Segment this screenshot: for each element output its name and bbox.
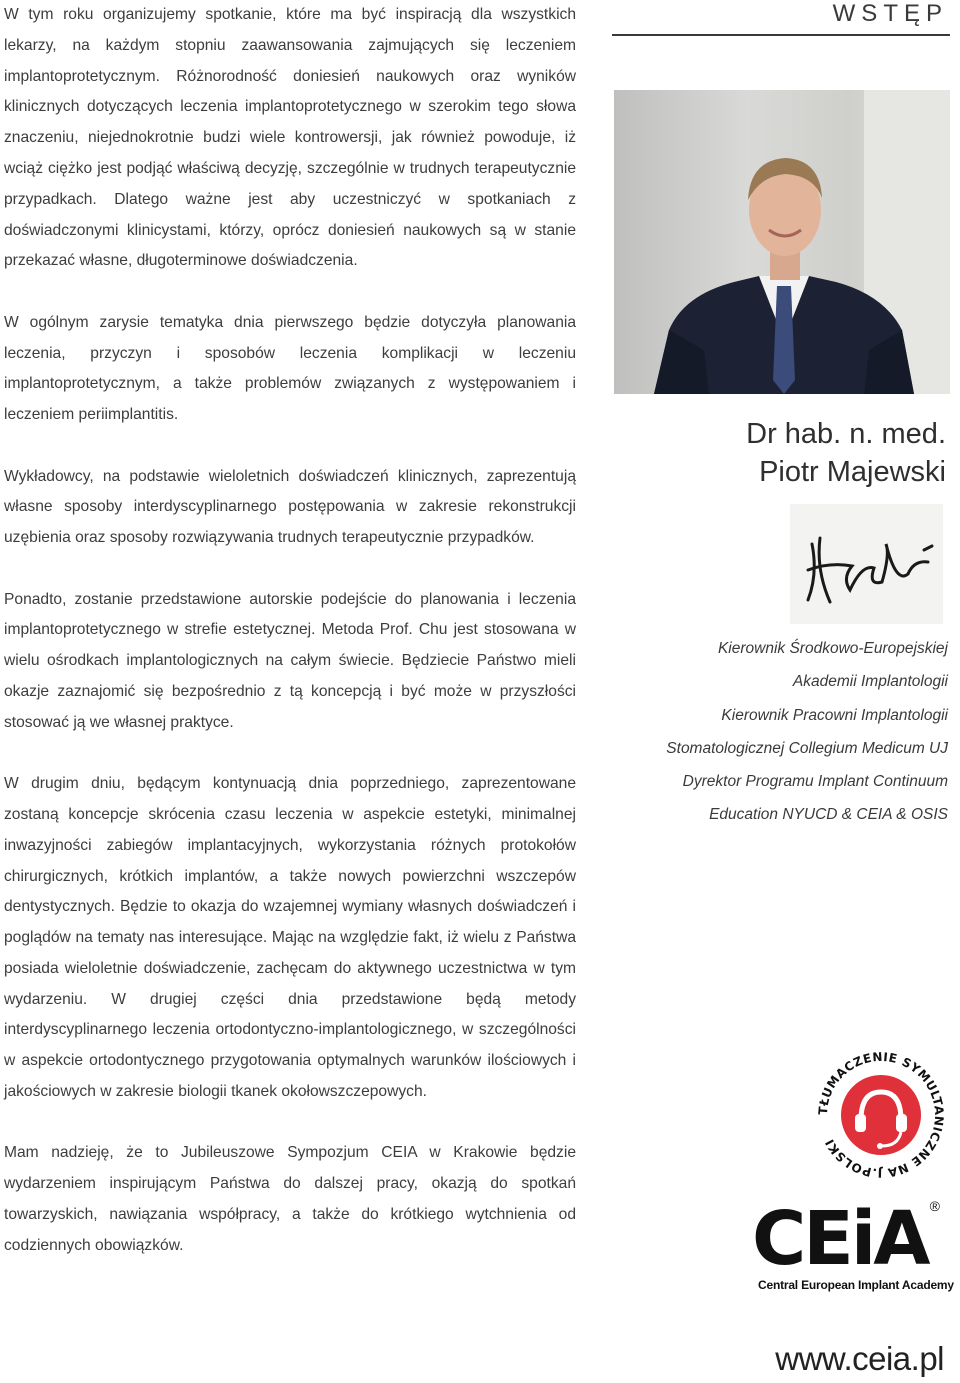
ceia-logo-tagline: Central European Implant Academy — [758, 1278, 954, 1292]
badge-text: TŁUMACZENIE SYMULTANICZNE NA J.POLSKI — [816, 1050, 946, 1180]
role-line: Stomatologicznej Collegium Medicum UJ — [666, 739, 948, 757]
role-line: Akademii Implantologii — [792, 673, 948, 691]
headphones-badge-icon — [816, 1050, 946, 1180]
paragraph-6: Mam nadzieję, że to Jubileuszowe Sympozjum CEIA w Krakowie będzie wydarzeniem inspirującym Państwa do dalszej pracy, okazją do spotkań towarzyskich, nawiązania współpracy, a także do krótkiego wytchnienia od codziennych obowiązków. — [4, 1144, 576, 1254]
intro-text-column — [4, 0, 576, 1262]
role-line: Kierownik Pracowni Implantologii — [721, 706, 948, 724]
role-line: Education NYUCD & CEIA & OSIS — [709, 806, 948, 824]
author-photo — [614, 90, 950, 394]
portrait-illustration — [614, 90, 950, 394]
translation-badge — [816, 1050, 946, 1180]
role-line: Kierownik Środkowo-Europejskiej — [717, 640, 948, 657]
author-degree: Dr hab. n. med. — [746, 418, 946, 450]
signature-icon — [790, 504, 943, 624]
website-url[interactable]: www.ceia.pl — [775, 1340, 944, 1377]
role-line: Dyrektor Programu Implant Continuum — [682, 773, 948, 791]
author-roles — [666, 632, 948, 832]
ceia-logo-wordmark: CEiA — [752, 1196, 928, 1282]
section-title: WSTĘP — [832, 0, 948, 27]
signature-image — [790, 504, 943, 624]
title-divider — [612, 34, 950, 36]
paragraph-5: W drugim dniu, będącym kontynuacją dnia poprzedniego, zaprezentowane zostaną koncepcje skrócenia czasu leczenia w aspekcie estetyki, minimalnej inwazyjności zabiegów implantacyjnych, wykorzystania różnych protokołów chirurgicznych, krótkich implantów, a także nowych powierzchni wszczepów dentystycznych. Będzie to okazja do wzajemnej wymiany własnych doświadczeń i poglądów na tematy nas interesujące. Mając na względzie fakt, iż wielu z Państwa posiada wieloletnie doświadczenie, zachęcam do aktywnego uczestnictwa w tym wydarzeniu. W drugiej części dnia przedstawione będą metody interdyscyplinarnego leczenia ortodontyczno-implantologicznego, w szczególności w aspekcie ortodontycznego przygotowania optymalnych warunków ilościowych i jakościowych w zakresie biologii tkanek okołowszczepowych. — [4, 775, 576, 1101]
author-name — [746, 415, 946, 491]
registered-mark: ® — [929, 1198, 940, 1214]
paragraph-4: Ponadto, zostanie przedstawione autorskie podejście do planowania i leczenia implantoprotetycznego w strefie estetycznej. Metoda Prof. Chu jest stosowana w wielu ośrodkach implantologicznych na całym świecie. Będziecie Państwo mieli okazje zaznajomić się bezpośrednio z tą koncepcją i być może w przyszłości stosować ją we własnej praktyce. — [4, 590, 576, 731]
author-fullname: Piotr Majewski — [759, 456, 946, 488]
ceia-logo — [752, 1196, 954, 1298]
paragraph-2: W ogólnym zarysie tematyka dnia pierwszego będzie dotyczyła planowania leczenia, przyczyn i sposobów leczenia komplikacji w leczeniu implantoprotetycznym, a także problemów związanych z występowaniem i leczeniem periimplantitis. — [4, 313, 576, 424]
paragraph-1: W tym roku organizujemy spotkanie, które ma być inspiracją dla wszystkich lekarzy, na każdym stopniu zaawansowania zajmujących się leczeniem implantoprotetycznym. Różnorodność doniesień naukowych oraz wyników klinicznych dotyczących leczenia implantoprotetycznego w szerokim tego słowa znaczeniu, niejednokrotnie budzi wiele kontrowersji, jak również powoduje, iż wciąż ciężko jest podjąć właściwą decyzję, szczególnie w trudnych terapeutycznie przypadkach. Dlatego ważne jest aby uczestniczyć w spotkaniach z doświadczonymi klinicystami, którzy, oprócz doniesień naukowych są w stanie przekazać własne, długoterminowe doświadczenia. — [4, 6, 576, 270]
paragraph-3: Wykładowcy, na podstawie wieloletnich doświadczeń klinicznych, zaprezentują własne sposoby interdyscyplinarnego postępowania w zakresie rekonstrukcji uzębienia oraz sposoby rozwiązywania trudnych terapeutycznie przypadków. — [4, 467, 576, 547]
